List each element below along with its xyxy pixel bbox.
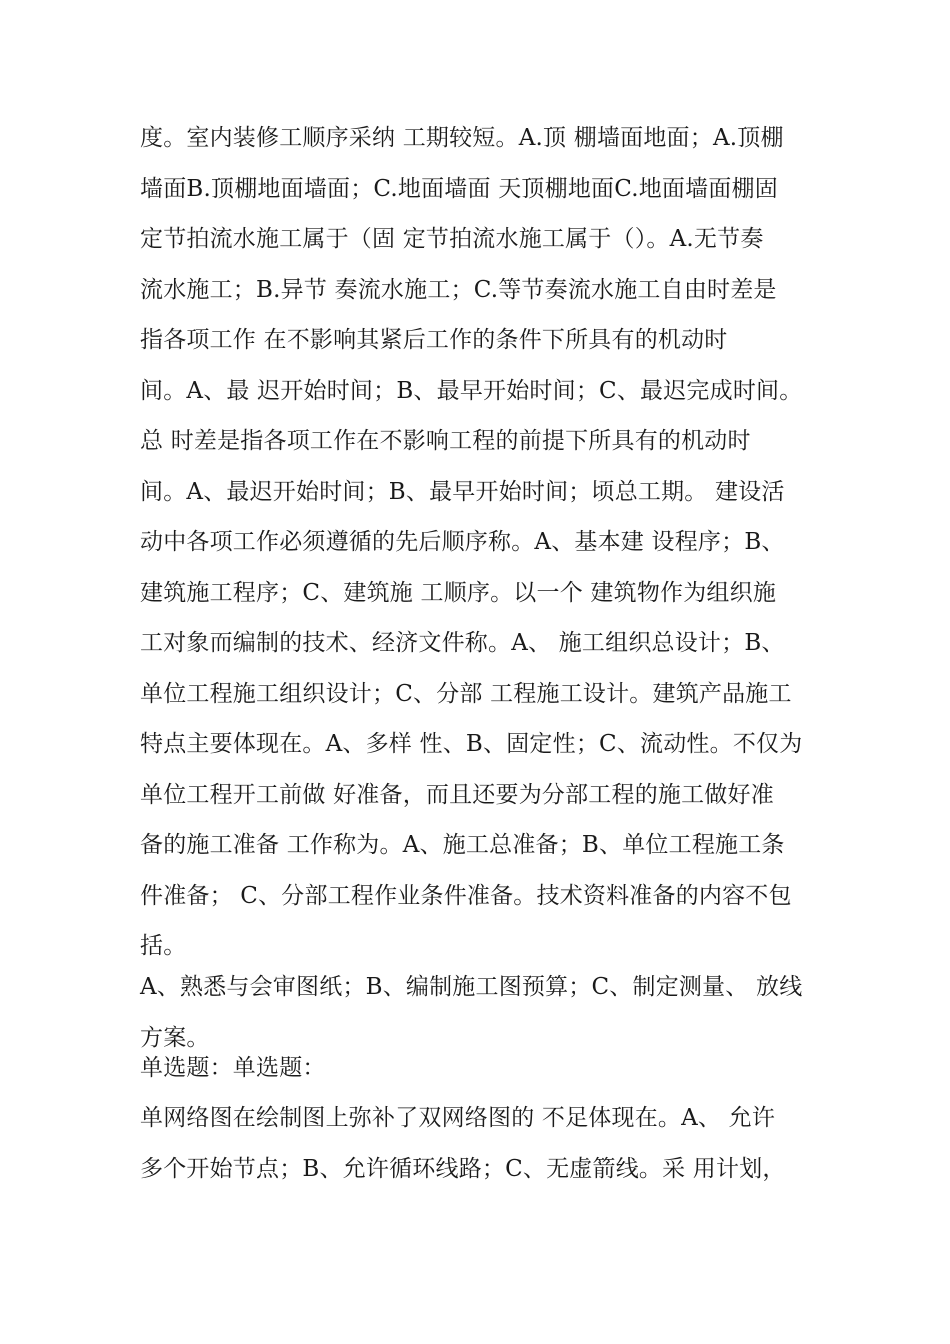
text-line: 指各项工作 在不影响其紧后工作的条件下所具有的机动时 xyxy=(140,327,728,353)
text-line: 单选题：单选题： xyxy=(140,1055,326,1081)
text-line: 括。 xyxy=(140,933,187,959)
text-line: 间。A、最 迟开始时间；B、最早开始时间；C、最迟完成时间。 xyxy=(140,377,803,404)
text-line: 单网络图在绘制图上弥补了双网络图的 不足体现在。A、 允许 xyxy=(140,1105,776,1131)
text-line: 备的施工准备 工作称为。A、施工总准备；B、单位工程施工条 xyxy=(140,832,785,858)
text-line: 建筑施工程序；C、建筑施 工顺序。以一个 建筑物作为组织施 xyxy=(140,579,777,606)
text-line: 方案。 xyxy=(140,1024,210,1051)
text-line: 流水施工；B.异节 奏流水施工；C.等节奏流水施工自由时差是 xyxy=(140,276,777,303)
text-line: A、熟悉与会审图纸；B、编制施工图预算；C、制定测量、 放线 xyxy=(140,974,803,1000)
section-heading xyxy=(140,1043,840,1094)
text-line: 单位工程开工前做 好准备，而且还要为分部工程的施工做好准 xyxy=(140,781,774,808)
text-line: 多个开始节点；B、允许循环线路；C、无虚箭线。采 用计划， xyxy=(140,1155,786,1182)
text-line: 件准备； C、分部工程作业条件准备。技术资料准备的内容不包 xyxy=(140,882,792,909)
text-line: 动中各项工作必须遵循的先后顺序称。A、基本建 设程序；B、 xyxy=(140,529,785,555)
text-line: 总 时差是指各项工作在不影响工程的前提下所具有的机动时 xyxy=(140,428,751,454)
text-line: 度。室内装修工顺序采纳 工期较短。A.顶 棚墙面地面；A.顶棚 xyxy=(140,125,784,151)
text-line: 工对象而编制的技术、经济文件称。A、 施工组织总设计；B、 xyxy=(140,630,785,656)
text-line: 特点主要体现在。A、多样 性、B、固定性；C、流动性。不仅为 xyxy=(140,731,803,757)
paragraph-question xyxy=(140,1093,840,1194)
text-line: 墙面B.顶棚地面墙面；C.地面墙面 天顶棚地面C.地面墙面棚固 xyxy=(140,175,778,202)
text-line: 定节拍流水施工属于（固 定节拍流水施工属于（）。A.无节奏 xyxy=(140,226,764,252)
text-line: 间。A、最迟开始时间；B、最早开始时间；顷总工期。 建设活 xyxy=(140,478,785,505)
text-line: 单位工程施工组织设计；C、分部 工程施工设计。建筑产品施工 xyxy=(140,680,792,707)
paragraph-main xyxy=(140,113,840,972)
